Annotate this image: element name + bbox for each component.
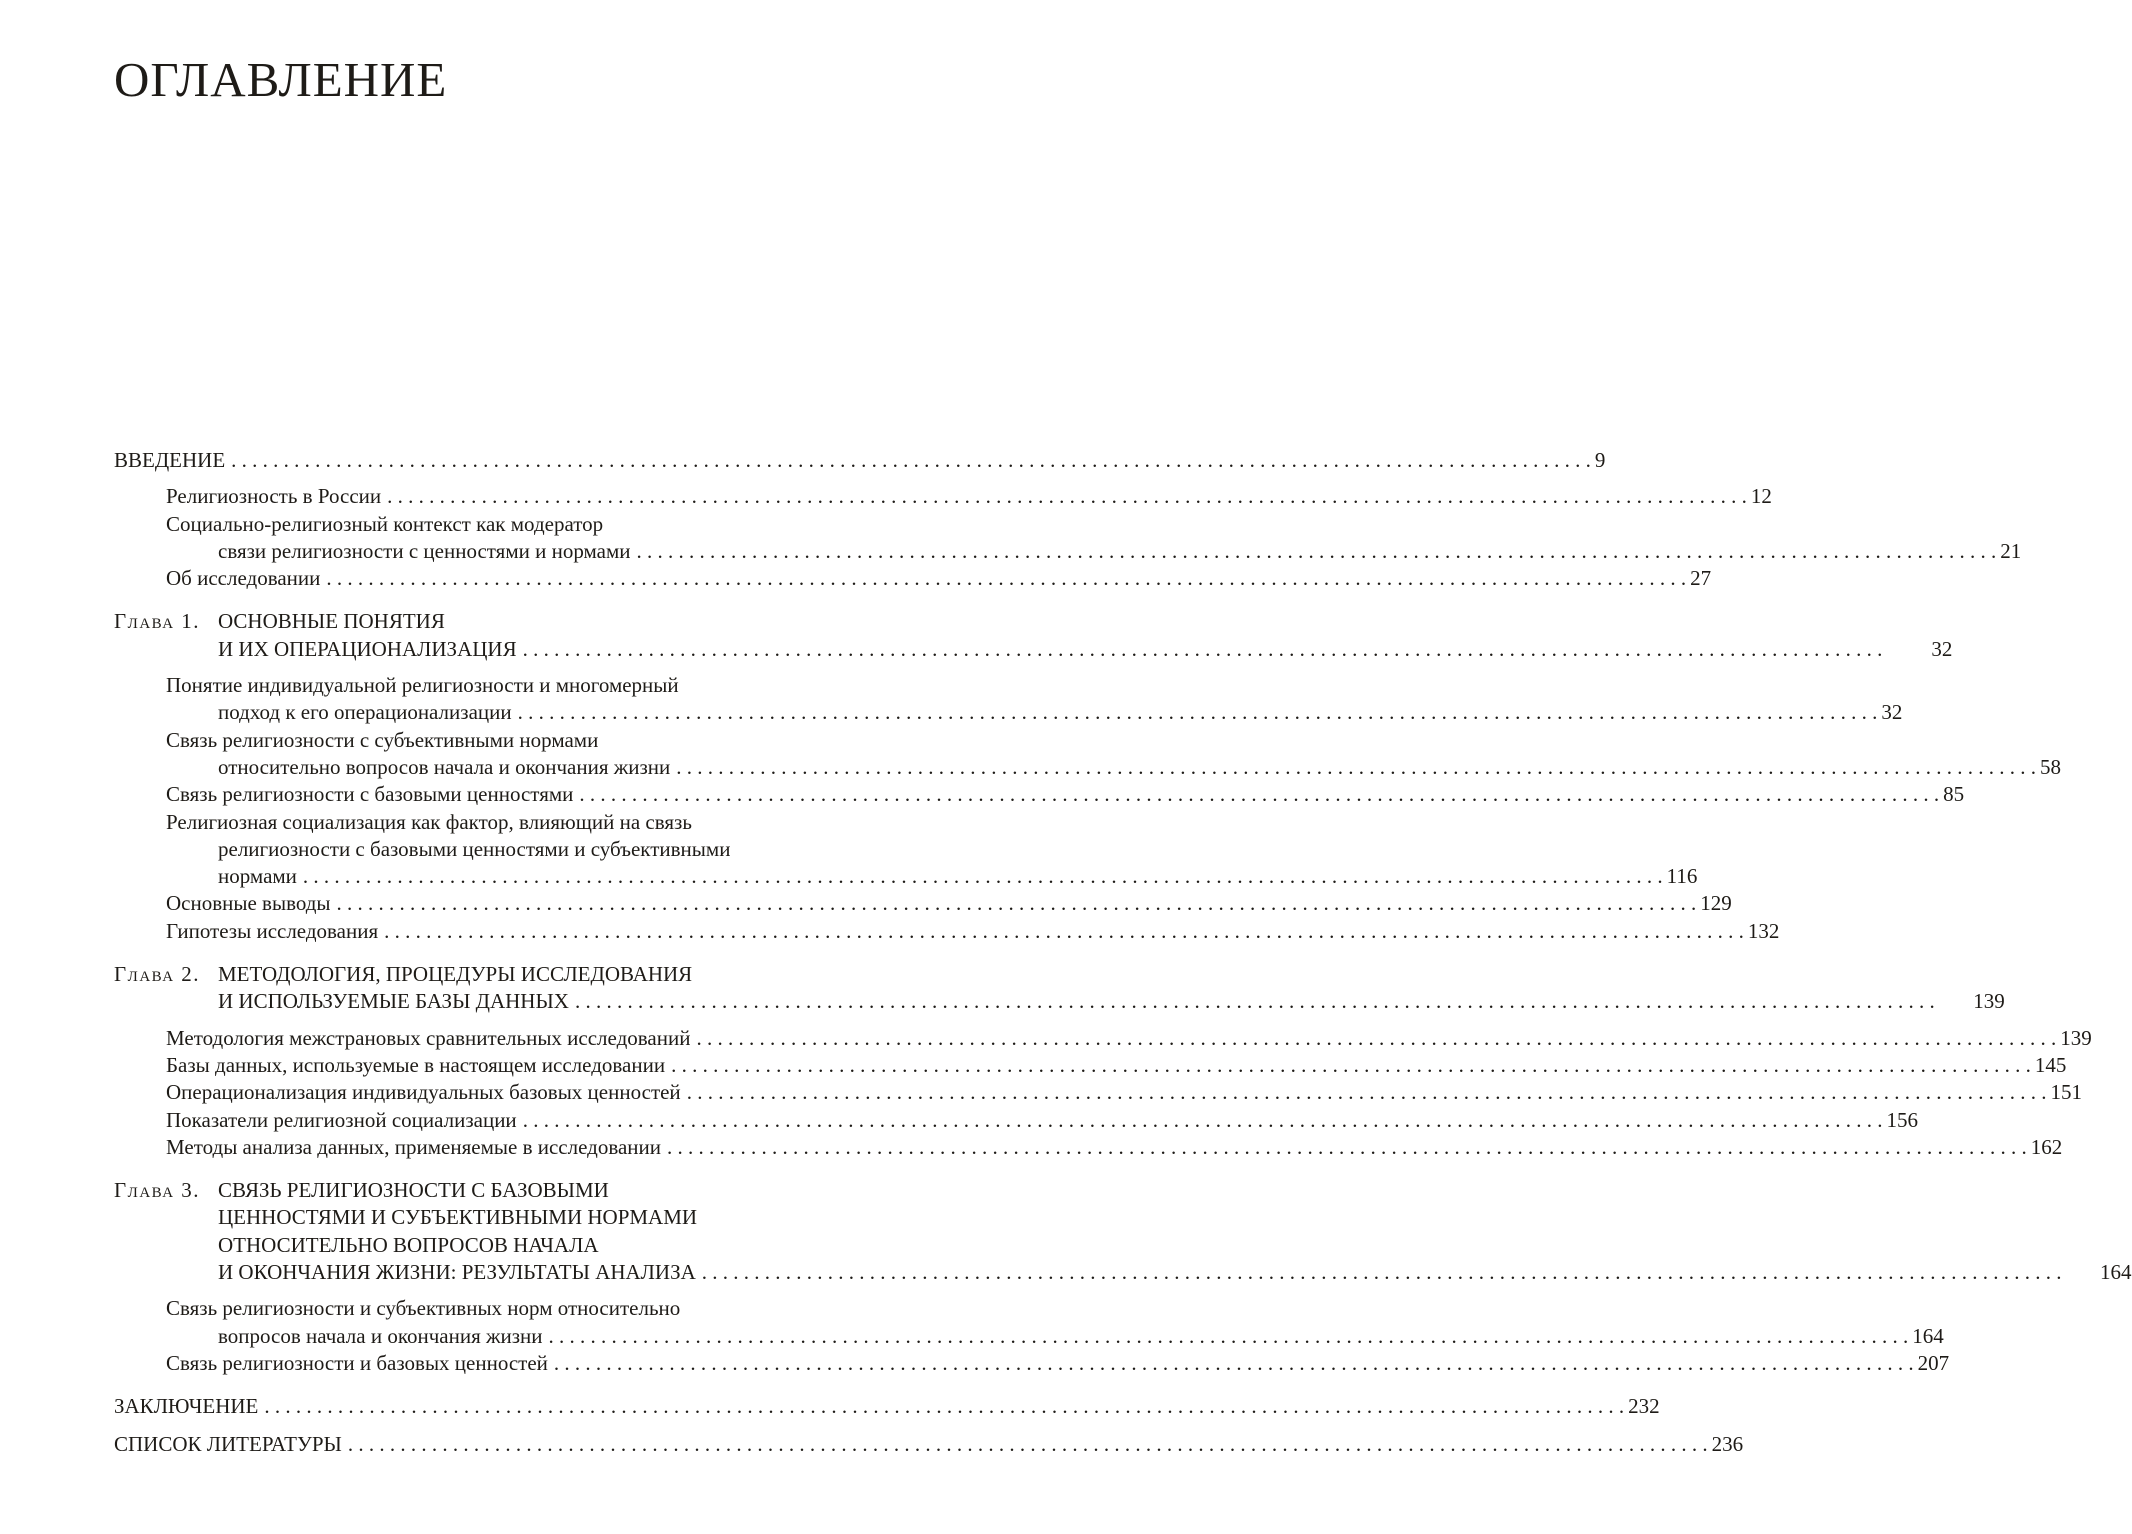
chapter-title: СВЯЗЬ РЕЛИГИОЗНОСТИ С БАЗОВЫМИ [218,1178,609,1203]
leader-dots [348,1431,1708,1458]
leader-dots [523,636,1883,663]
leader-dots [671,1052,2031,1079]
page-title: ОГЛАВЛЕНИЕ [114,52,448,107]
toc-chapter-3[interactable] [114,1177,2132,1286]
toc-item-text: Религиозность в России [166,484,382,509]
leader-dots [549,1323,1909,1350]
toc-item-text: нормами [218,864,297,889]
toc-item-text: Социально-религиозный контекст как модератор [166,511,604,536]
leader-dots [687,1079,2047,1106]
toc-entry-title: ВВЕДЕНИЕ [114,448,226,472]
leader-dots [523,1107,1883,1134]
toc-item[interactable] [114,1052,2067,1079]
leader-dots [384,918,1744,945]
page-number: 164 [2100,1260,2132,1285]
toc-item-text: Связь религиозности с базовыми ценностями [166,782,574,807]
leader-dots [696,1025,2056,1052]
page-number: 12 [1750,484,1772,509]
toc-item-text: Основные выводы [166,891,331,916]
toc-item-text: Связь религиозности и базовых ценностей [166,1350,548,1375]
toc-item-text: Религиозная социализация как фактор, влияющий на связь [166,809,692,834]
toc-item-text: вопросов начала и окончания жизни [218,1323,543,1348]
chapter-title: И ОКОНЧАНИЯ ЖИЗНИ: РЕЗУЛЬТАТЫ АНАЛИЗА [218,1260,696,1285]
leader-dots [702,1259,2062,1286]
toc-item-text: Связь религиозности и субъективных норм относительно [166,1296,681,1321]
toc-item-text: Об исследовании [166,566,321,591]
page-number: 207 [1917,1350,1950,1375]
leader-dots [518,699,1878,726]
toc-item[interactable] [114,1107,1918,1134]
leader-dots [579,781,1939,808]
chapter-title: И ИСПОЛЬЗУЕМЫЕ БАЗЫ ДАННЫХ [218,989,569,1014]
chapter-label: Глава 2. [114,962,201,987]
toc-item-text: Понятие индивидуальной религиозности и многомерный [166,673,679,698]
toc-item[interactable] [114,1350,1950,1377]
page-number: 58 [2040,754,2062,779]
page-number: 162 [2030,1134,2063,1159]
page-number: 156 [1886,1107,1918,1132]
leader-dots [637,538,1997,565]
page-number: 21 [2000,538,2022,563]
toc-item-text: Методология межстрановых сравнительных исследований [166,1025,691,1050]
toc-entry-intro[interactable] [114,447,1606,474]
toc-item[interactable] [114,727,2062,782]
page-number: 27 [1690,566,1712,591]
page-number: 85 [1943,782,1965,807]
leader-dots [264,1393,1624,1420]
page-number: 151 [2050,1080,2082,1105]
toc-chapter-2[interactable] [114,961,2005,1016]
chapter-title: ОСНОВНЫЕ ПОНЯТИЯ [218,609,445,634]
toc-item[interactable] [114,1134,2063,1161]
toc-item-text: Связь религиозности с субъективными нормами [166,727,599,752]
page-number: 129 [1700,891,1732,916]
leader-dots [326,565,1686,592]
toc-item-text: Базы данных, используемые в настоящем исследовании [166,1052,666,1077]
chapter-title: ОТНОСИТЕЛЬНО ВОПРОСОВ НАЧАЛА [218,1232,599,1257]
toc-item[interactable] [114,918,1780,945]
toc-item-text: относительно вопросов начала и окончания жизни [218,754,671,779]
page-number: 9 [1594,448,1606,472]
chapter-title: ЦЕННОСТЯМИ И СУБЪЕКТИВНЫМИ НОРМАМИ [218,1205,698,1230]
page-number: 232 [1628,1394,1660,1419]
leader-dots [231,447,1591,474]
table-of-contents [114,447,2132,1458]
page-number: 164 [1912,1323,1944,1348]
page-number: 32 [1931,636,1953,661]
page-number: 145 [2034,1052,2067,1077]
toc-item-text: Методы анализа данных, применяемые в исследовании [166,1134,661,1159]
leader-dots [676,754,2036,781]
toc-item[interactable] [114,890,1732,917]
toc-entry-title: ЗАКЛЮЧЕНИЕ [114,1394,259,1419]
toc-item-text: подход к его операционализации [218,700,512,725]
chapter-label: Глава 1. [114,609,201,634]
chapter-title: МЕТОДОЛОГИЯ, ПРОЦЕДУРЫ ИССЛЕДОВАНИЯ [218,962,693,987]
toc-item-text: Операционализация индивидуальных базовых ценностей [166,1080,681,1105]
chapter-title: И ИХ ОПЕРАЦИОНАЛИЗАЦИЯ [218,636,517,661]
toc-item[interactable] [114,483,1772,510]
toc-item[interactable] [114,672,1903,727]
chapter-label: Глава 3. [114,1178,201,1203]
page-number: 139 [2060,1025,2092,1050]
page-number: 236 [1711,1431,1744,1456]
toc-item[interactable] [114,511,2022,566]
toc-item[interactable] [114,1079,2082,1106]
toc-item[interactable] [114,781,1965,808]
leader-dots [337,890,1697,917]
toc-entry-references[interactable] [114,1431,1744,1458]
toc-entry-conclusion[interactable] [114,1393,1660,1420]
page-number: 132 [1747,918,1780,943]
page-number: 139 [1973,989,2005,1014]
leader-dots [575,988,1935,1015]
toc-item[interactable] [114,809,1698,891]
page-number: 32 [1881,700,1903,725]
toc-chapter-1[interactable] [114,608,1953,663]
page-number: 116 [1666,864,1698,889]
leader-dots [303,863,1663,890]
leader-dots [667,1134,2027,1161]
toc-item[interactable] [114,565,1712,592]
toc-item-text: религиозности с базовыми ценностями и субъективными [218,836,731,861]
toc-item[interactable] [114,1025,2092,1052]
toc-item[interactable] [114,1295,1944,1350]
toc-item-text: Гипотезы исследования [166,918,379,943]
leader-dots [387,483,1747,510]
toc-item-text: Показатели религиозной социализации [166,1107,517,1132]
leader-dots [554,1350,1914,1377]
toc-item-text: связи религиозности с ценностями и нормами [218,538,631,563]
toc-entry-title: СПИСОК ЛИТЕРАТУРЫ [114,1431,342,1456]
